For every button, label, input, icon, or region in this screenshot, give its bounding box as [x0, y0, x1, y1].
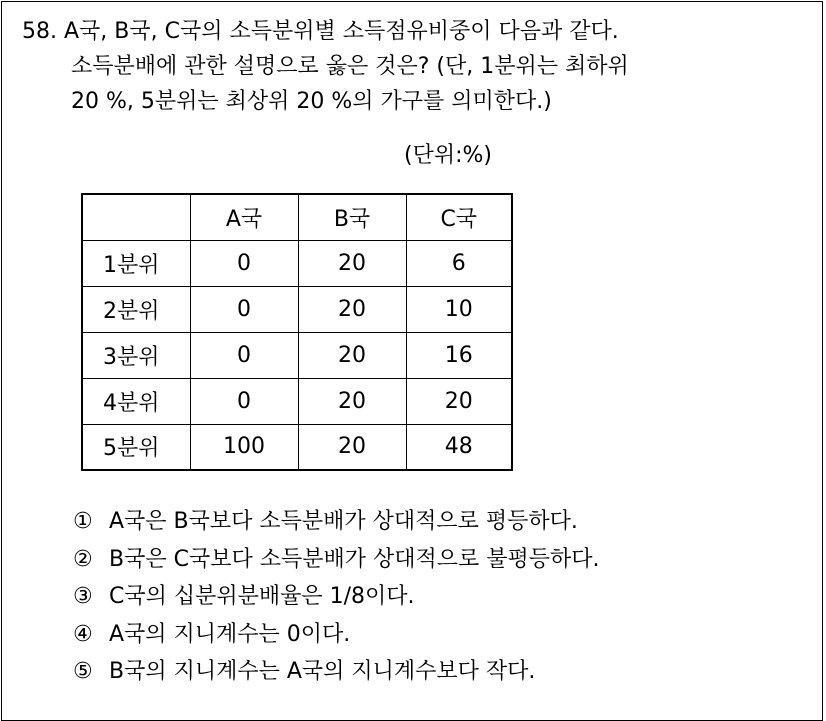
- header-country-a: A국: [190, 194, 298, 240]
- table-cell: 0: [190, 332, 298, 378]
- quintile-label: 1분위: [82, 240, 190, 286]
- choice-4-marker: ④: [73, 621, 93, 647]
- table-cell: 20: [298, 424, 406, 470]
- question-line-3: 20 %, 5분위는 최상위 20 %의 가구를 의미한다.): [71, 89, 552, 114]
- table-row: [82, 378, 512, 424]
- table-cell: 20: [298, 286, 406, 332]
- table-row: [82, 332, 512, 378]
- header-corner-cell: [82, 194, 190, 240]
- table-cell: 6: [406, 240, 512, 286]
- quintile-label: 3분위: [82, 332, 190, 378]
- choice-1-marker: ①: [73, 509, 93, 534]
- income-share-table: [81, 193, 513, 471]
- answer-choices: [73, 503, 599, 691]
- table-row: [82, 286, 512, 332]
- choice-5-text: B국의 지니계수는 A국의 지니계수보다 작다.: [109, 659, 536, 684]
- table-cell: 0: [190, 378, 298, 424]
- question-line-2: 소득분배에 관한 설명으로 옳은 것은? (단, 1분위는 최하위: [71, 54, 629, 79]
- quintile-label: 4분위: [82, 378, 190, 424]
- table-cell: 20: [298, 378, 406, 424]
- choice-2-marker: ②: [73, 546, 93, 572]
- choice-4-text: A국의 지니계수는 0이다.: [109, 621, 351, 647]
- table-cell: 16: [406, 332, 512, 378]
- unit-label: (단위:%): [404, 143, 492, 168]
- table-cell: 20: [298, 332, 406, 378]
- table-cell: 0: [190, 286, 298, 332]
- choice-2-text: B국은 C국보다 소득분배가 상대적으로 불평등하다.: [109, 546, 600, 572]
- table-cell: 0: [190, 240, 298, 286]
- quintile-label: 2분위: [82, 286, 190, 332]
- question-stem: [22, 14, 812, 119]
- quintile-label: 5분위: [82, 424, 190, 470]
- choice-4[interactable]: [73, 616, 599, 654]
- header-country-c: C국: [406, 194, 512, 240]
- table-row: [82, 240, 512, 286]
- table-cell: 20: [298, 240, 406, 286]
- question-line-1: 58. A국, B국, C국의 소득분위별 소득점유비중이 다음과 같다.: [22, 19, 619, 44]
- choice-2[interactable]: [73, 541, 599, 579]
- table-header-row: [82, 194, 512, 240]
- choice-5-marker: ⑤: [73, 659, 93, 684]
- choice-3-marker: ③: [73, 584, 93, 609]
- table-cell: 100: [190, 424, 298, 470]
- choice-5[interactable]: [73, 653, 599, 691]
- table-cell: 20: [406, 378, 512, 424]
- table-cell: 10: [406, 286, 512, 332]
- choice-1-text: A국은 B국보다 소득분배가 상대적으로 평등하다.: [109, 509, 578, 534]
- choice-3[interactable]: [73, 578, 599, 616]
- header-country-b: B국: [298, 194, 406, 240]
- table-cell: 48: [406, 424, 512, 470]
- choice-3-text: C국의 십분위분배율은 1/8이다.: [109, 584, 415, 609]
- table-row: [82, 424, 512, 470]
- choice-1[interactable]: [73, 503, 599, 541]
